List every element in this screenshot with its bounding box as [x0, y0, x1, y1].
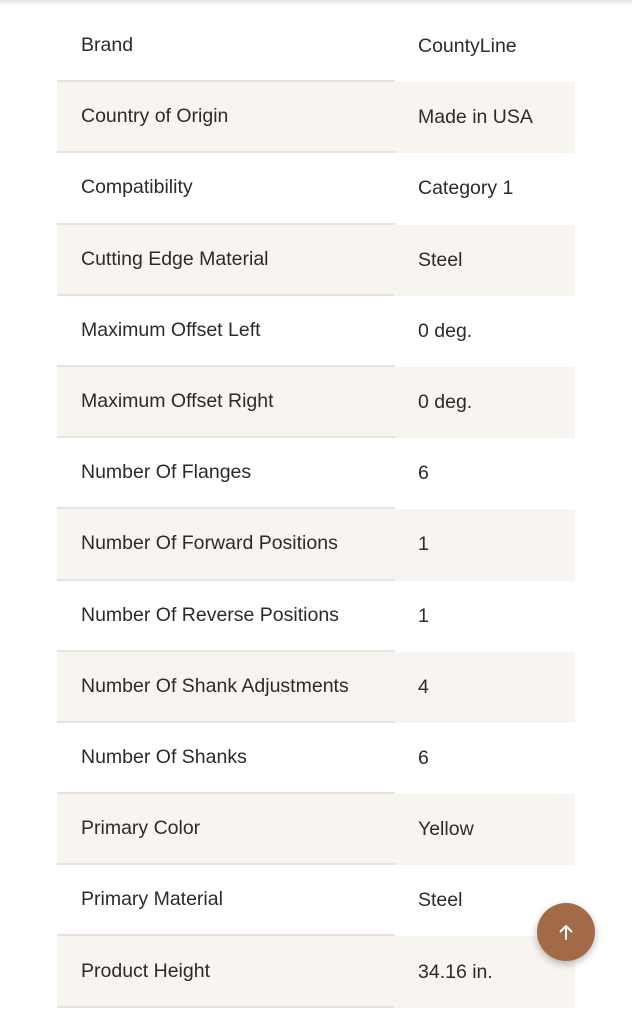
spec-label: Maximum Offset Left — [57, 296, 395, 367]
spec-row-compatibility — [57, 153, 575, 224]
spec-value: 0 deg. — [418, 319, 473, 342]
spec-label: Cutting Edge Material — [57, 225, 395, 296]
spec-label: Maximum Offset Right — [57, 367, 395, 438]
spec-label: Number Of Forward Positions — [57, 509, 395, 580]
spec-label: Number Of Shank Adjustments — [57, 652, 395, 723]
spec-label: Number Of Flanges — [57, 438, 395, 509]
spec-row-brand — [57, 11, 575, 82]
spec-row-number-of-reverse-positions — [57, 581, 575, 652]
spec-value: 1 — [418, 604, 429, 627]
spec-row-number-of-shank-adjustments — [57, 652, 575, 723]
spec-label: Brand — [57, 11, 395, 82]
scroll-to-top-button[interactable] — [537, 903, 595, 961]
arrow-up-icon — [556, 922, 576, 942]
spec-value: Made in USA — [395, 82, 575, 153]
spec-row-maximum-offset-right — [57, 367, 575, 438]
spec-row-product-height — [57, 936, 575, 1007]
spec-value: Category 1 — [418, 177, 514, 200]
spec-row-cutting-edge-material — [57, 225, 575, 296]
header-shadow — [0, 0, 632, 6]
spec-value: 1 — [395, 509, 575, 580]
spec-value: Yellow — [395, 794, 575, 865]
specifications-table — [57, 11, 575, 1008]
spec-row-number-of-forward-positions — [57, 509, 575, 580]
spec-value: CountyLine — [418, 35, 517, 58]
spec-value: Steel — [395, 225, 575, 296]
spec-label: Primary Color — [57, 794, 395, 865]
spec-value: 4 — [395, 652, 575, 723]
spec-value: 6 — [418, 462, 429, 485]
spec-row-number-of-flanges — [57, 438, 575, 509]
spec-row-maximum-offset-left — [57, 296, 575, 367]
spec-row-primary-material — [57, 865, 575, 936]
spec-label: Product Height — [57, 936, 395, 1007]
spec-value: 0 deg. — [395, 367, 575, 438]
spec-value: 34.16 in. — [395, 936, 575, 1007]
spec-label: Primary Material — [57, 865, 395, 936]
spec-label: Country of Origin — [57, 82, 395, 153]
spec-row-country-of-origin — [57, 82, 575, 153]
spec-label: Number Of Shanks — [57, 723, 395, 794]
spec-value: Steel — [418, 889, 463, 912]
spec-row-primary-color — [57, 794, 575, 865]
spec-value: 6 — [418, 746, 429, 769]
spec-label: Compatibility — [57, 153, 395, 224]
spec-row-number-of-shanks — [57, 723, 575, 794]
spec-label: Number Of Reverse Positions — [57, 581, 395, 652]
